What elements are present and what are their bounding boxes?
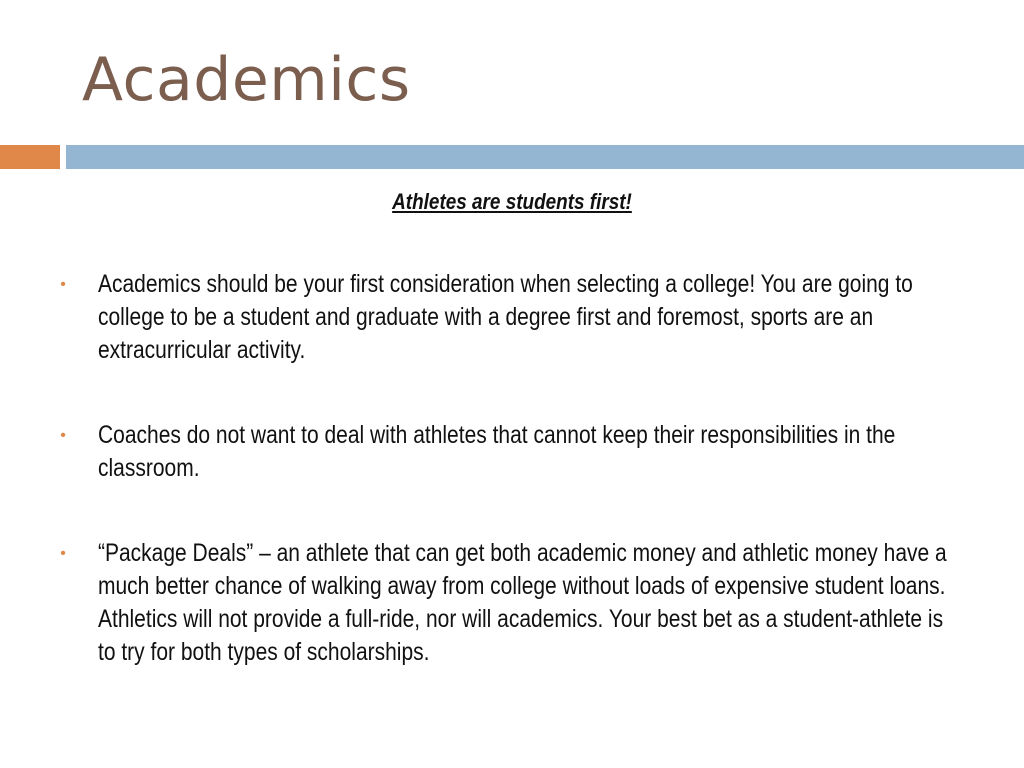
bullet-text: Coaches do not want to deal with athletes that cannot keep their responsibilities in the classroom.: [98, 421, 896, 482]
bullet-dot-icon: •: [60, 276, 66, 293]
slide-subtitle: Athletes are students first!: [392, 189, 632, 214]
slide-title: Academics: [82, 45, 411, 115]
bullet-dot-icon: •: [60, 545, 66, 562]
bullet-text: Academics should be your first consideration when selecting a college! You are going to college to be a student and graduate with a degree first and foremost, sports are an extracurricular activity.: [98, 270, 913, 364]
bullet-list: [56, 268, 986, 669]
bullet-item: [56, 537, 986, 669]
bullet-item: [56, 268, 986, 367]
bullet-item: [56, 419, 986, 485]
bullet-text: “Package Deals” – an athlete that can get both academic money and athletic money have a much better chance of walking away from college without loads of expensive student loans. Athletics will not provide a full-ride, nor will academics. Your best bet as a student-athlete is to try for both types of scholarships.: [98, 539, 947, 666]
accent-bar-blue: [66, 145, 1024, 169]
bullet-dot-icon: •: [60, 427, 66, 444]
accent-bar-orange: [0, 145, 60, 169]
